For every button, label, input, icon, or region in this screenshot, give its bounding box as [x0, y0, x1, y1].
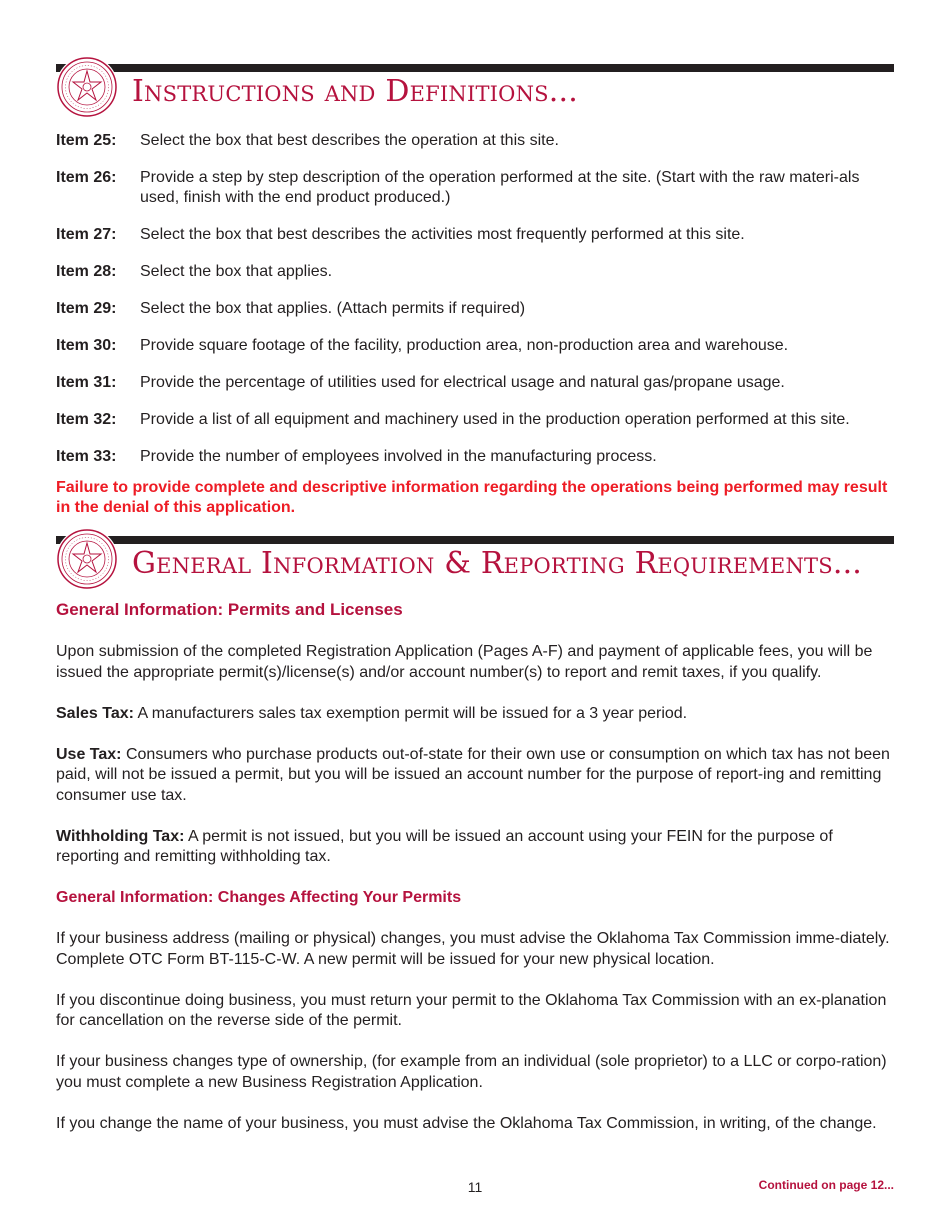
item-text: Provide a step by step description of the operation performed at the site. (Start with the raw materi-als used, finish with the end product produced.)	[140, 169, 860, 206]
use-tax-label: Use Tax:	[56, 745, 122, 763]
list-item	[56, 168, 896, 208]
instructions-header	[56, 56, 894, 118]
list-item	[56, 410, 896, 430]
changes-heading: General Information: Changes Affecting Your Permits	[56, 889, 462, 906]
withholding-tax-paragraph	[56, 827, 896, 868]
item-label: Item 25:	[56, 132, 117, 149]
list-item	[56, 131, 896, 151]
general-info-header	[56, 528, 894, 590]
change-paragraph: If you change the name of your business, you must advise the Oklahoma Tax Commission, in writing, of the change.	[56, 1114, 877, 1132]
item-label: Item 32:	[56, 411, 117, 428]
item-label: Item 33:	[56, 448, 117, 465]
state-seal-icon	[56, 528, 118, 590]
item-label: Item 26:	[56, 169, 117, 186]
item-text: Select the box that applies.	[140, 263, 333, 280]
use-tax-text: Consumers who purchase products out-of-state for their own use or consumption on which tax has not been paid, will not be issued a permit, but you will be issued an account number for the purpose of report-ing and remitting consumer use tax.	[56, 745, 890, 804]
denial-warning: Failure to provide complete and descriptive information regarding the operations being performed may result in the denial of this application.	[56, 479, 888, 516]
section-title: Instructions and Definitions...	[132, 74, 578, 109]
general-info-body	[56, 599, 896, 1155]
page-number: 11	[467, 1179, 483, 1195]
item-text: Select the box that applies. (Attach permits if required)	[140, 300, 526, 317]
instruction-items	[56, 131, 896, 484]
item-label: Item 28:	[56, 263, 117, 280]
withholding-tax-text: A permit is not issued, but you will be issued an account using your FEIN for the purpose of reporting and remitting withholding tax.	[56, 827, 833, 865]
item-label: Item 29:	[56, 300, 117, 317]
item-label: Item 30:	[56, 337, 117, 354]
sales-tax-label: Sales Tax:	[56, 704, 134, 722]
item-text: Provide the percentage of utilities used for electrical usage and natural gas/propane usage.	[140, 374, 785, 391]
permits-intro: Upon submission of the completed Registration Application (Pages A-F) and payment of applicable fees, you will be issued the appropriate permit(s)/license(s) and/or account number(s) to report and remit taxes, if you qualify.	[56, 643, 873, 681]
item-text: Provide square footage of the facility, production area, non-production area and warehouse.	[140, 337, 789, 354]
list-item	[56, 373, 896, 393]
header-bar	[56, 536, 894, 544]
list-item	[56, 225, 896, 245]
withholding-tax-label: Withholding Tax:	[56, 827, 185, 845]
sales-tax-paragraph	[56, 704, 896, 725]
continued-note: Continued on page 12...	[758, 1178, 894, 1192]
item-text: Select the box that best describes the activities most frequently performed at this site.	[140, 226, 745, 243]
list-item	[56, 336, 896, 356]
list-item	[56, 262, 896, 282]
item-text: Provide the number of employees involved in the manufacturing process.	[140, 448, 657, 465]
list-item	[56, 447, 896, 467]
permits-heading: General Information: Permits and Licenses	[56, 600, 403, 619]
change-paragraph: If you discontinue doing business, you must return your permit to the Oklahoma Tax Commission with an ex-planation for cancellation on the reverse side of the permit.	[56, 991, 887, 1029]
item-text: Provide a list of all equipment and machinery used in the production operation performed at this site.	[140, 411, 850, 428]
change-paragraph: If your business changes type of ownership, (for example from an individual (sole proprietor) to a LLC or corpo-ration) you must complete a new Business Registration Application.	[56, 1053, 887, 1091]
list-item	[56, 299, 896, 319]
item-label: Item 27:	[56, 226, 117, 243]
sales-tax-text: A manufacturers sales tax exemption permit will be issued for a 3 year period.	[137, 704, 688, 722]
section-title: General Information & Reporting Requirements...	[132, 546, 863, 581]
state-seal-icon	[56, 56, 118, 118]
item-label: Item 31:	[56, 374, 117, 391]
use-tax-paragraph	[56, 745, 896, 807]
header-bar	[56, 64, 894, 72]
change-paragraph: If your business address (mailing or physical) changes, you must advise the Oklahoma Tax Commission imme-diately. Complete OTC Form BT-115-C-W. A new permit will be issued for your new physical location.	[56, 930, 890, 968]
item-text: Select the box that best describes the operation at this site.	[140, 132, 559, 149]
